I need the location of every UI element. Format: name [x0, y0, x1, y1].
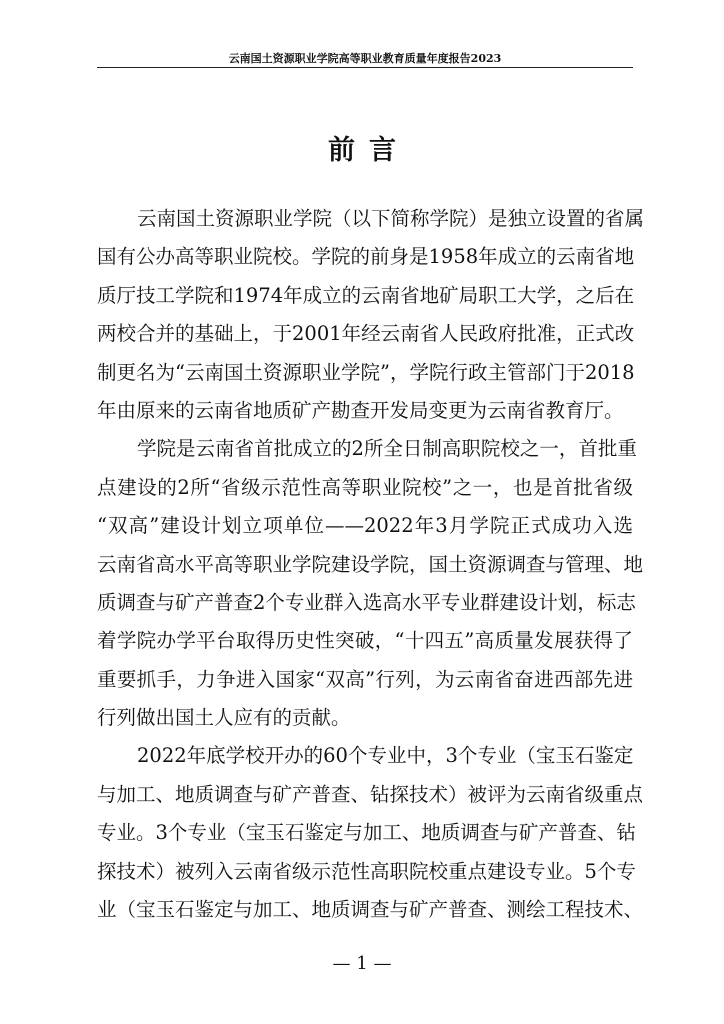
text-line: 点建设的2所“省级示范性高等职业院校”之一，也是首批省级 [97, 475, 633, 499]
text-line: 业（宝玉石鉴定与加工、地质调查与矿产普查、测绘工程技术、 [97, 898, 644, 922]
running-header: 云南国土资源职业学院高等职业教育质量年度报告2023 [97, 50, 633, 68]
paragraph [97, 434, 644, 741]
paragraph [97, 741, 644, 933]
text-line: 行列做出国土人应有的贡献。 [97, 706, 351, 730]
document-body [97, 204, 645, 933]
text-line: 质厅技工学院和1974年成立的云南省地矿局职工大学，之后在 [97, 283, 635, 307]
text-line: 与加工、地质调查与矿产普查、钻探技术）被评为云南省级重点 [97, 782, 644, 806]
text-line: 两校合并的基础上，于2001年经云南省人民政府批准，正式改 [97, 322, 635, 346]
text-line: 重要抓手，力争进入国家“双高”行列，为云南省奋进西部先进 [97, 667, 633, 691]
text-line: 质调查与矿产普查2个专业群入选高水平专业群建设计划，标志 [97, 590, 636, 614]
text-line: 云南省高水平高等职业学院建设学院，国土资源调查与管理、地 [97, 552, 644, 576]
text-line: 学院是云南省首批成立的2所全日制高职院校之一，首批重 [137, 437, 637, 461]
paragraph [97, 204, 645, 434]
text-line: 制更名为“云南国土资源职业学院”，学院行政主管部门于2018 [97, 360, 635, 384]
text-line: 云南国土资源职业学院（以下简称学院）是独立设置的省属 [137, 207, 645, 230]
text-line: 探技术）被列入云南省级示范性高职院校重点建设专业。5个专 [97, 859, 636, 883]
text-line: 2022年底学校开办的60个专业中，3个专业（宝玉石鉴定 [137, 744, 634, 768]
text-line: 年由原来的云南省地质矿产勘查开发局变更为云南省教育厅。 [97, 398, 624, 422]
page-title: 前言 [328, 135, 410, 166]
text-line: 专业。3个专业（宝玉石鉴定与加工、地质调查与矿产普查、钻 [97, 821, 636, 845]
text-line: “双高”建设计划立项单位——2022年3月学院正式成功入选 [97, 514, 633, 538]
text-line: 国有公办高等职业院校。学院的前身是1958年成立的云南省地 [97, 245, 635, 269]
page-number: — 1 — [332, 953, 392, 974]
text-line: 着学院办学平台取得历史性突破，“十四五”高质量发展获得了 [97, 629, 633, 653]
